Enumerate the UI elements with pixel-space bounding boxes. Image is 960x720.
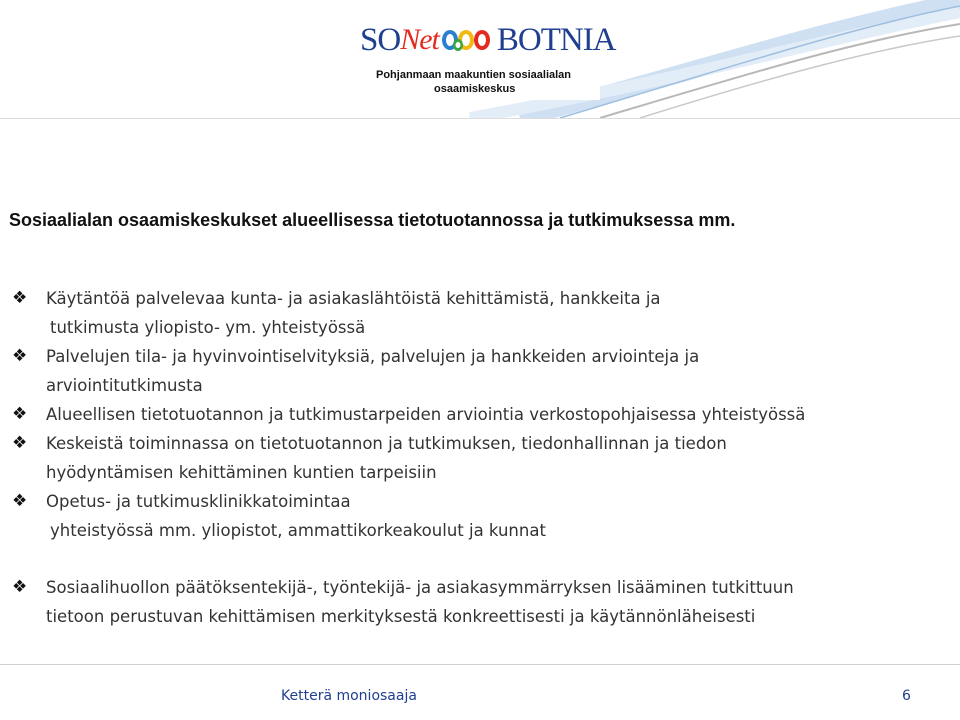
slide-title: Sosiaalialan osaamiskeskukset alueellisessa tietotuotannossa ja tutkimuksessa mm. [9, 210, 736, 230]
bullet-item [12, 429, 952, 487]
logo-subtitle-line: osaamiskeskus [434, 83, 516, 95]
logo-brand-so: SO [360, 21, 401, 58]
diamond-bullet-icon: ❖ [12, 433, 28, 453]
bullet-list [12, 284, 952, 631]
diamond-bullet-icon: ❖ [12, 346, 28, 366]
logo-subtitle [376, 68, 571, 96]
bullet-item [12, 342, 952, 400]
diamond-bullet-icon: ❖ [12, 491, 28, 511]
logo-brand [360, 18, 616, 62]
logo-rings-icon [441, 27, 491, 53]
bullet-line: Keskeistä toiminnassa on tietotuotannon ja tutkimuksen, tiedonhallinnan ja tiedon [46, 434, 727, 453]
logo-subtitle-line: Pohjanmaan maakuntien sosiaalialan [376, 69, 572, 81]
bullet-line: hyödyntämisen kehittäminen kuntien tarpeisiin [46, 463, 437, 482]
footer-label: Ketterä moniosaaja [281, 688, 417, 704]
bullet-line: Sosiaalihuollon päätöksentekijä-, työntekijä- ja asiakasymmärryksen lisääminen tutkittuun [46, 578, 794, 597]
diamond-bullet-icon: ❖ [12, 577, 28, 597]
header-divider [0, 118, 960, 119]
bullet-line: Opetus- ja tutkimusklinikkatoimintaa [46, 492, 351, 511]
bullet-item [12, 573, 952, 631]
logo-brand-botnia: BOTNIA [496, 21, 616, 58]
diamond-bullet-icon: ❖ [12, 404, 28, 424]
bullet-item [12, 487, 952, 545]
bullet-line: Palvelujen tila- ja hyvinvointiselvityksiä, palvelujen ja hankkeiden arviointeja ja [46, 347, 700, 366]
bullet-line: Alueellisen tietotuotannon ja tutkimustarpeiden arviointia verkostopohjaisessa yhteistyössä [46, 405, 806, 424]
page-number: 6 [902, 688, 911, 704]
bullet-line: Käytäntöä palvelevaa kunta- ja asiakaslähtöistä kehittämistä, hankkeita ja [46, 289, 661, 308]
footer-divider [0, 664, 960, 665]
bullet-line: tietoon perustuvan kehittämisen merkityksestä konkreettisesti ja käytännönläheisesti [46, 607, 756, 626]
bullet-item [12, 400, 952, 429]
logo-brand-net: Net [400, 23, 439, 56]
bullet-line: tutkimusta yliopisto- ym. yhteistyössä [50, 318, 366, 337]
header-band [0, 0, 960, 118]
bullet-line: yhteistyössä mm. yliopistot, ammattikorkeakoulut ja kunnat [50, 521, 546, 540]
bullet-item [12, 284, 952, 342]
spacer [12, 545, 952, 573]
sonet-botnia-logo [360, 12, 616, 100]
diamond-bullet-icon: ❖ [12, 288, 28, 308]
bullet-line: arviointitutkimusta [46, 376, 203, 395]
